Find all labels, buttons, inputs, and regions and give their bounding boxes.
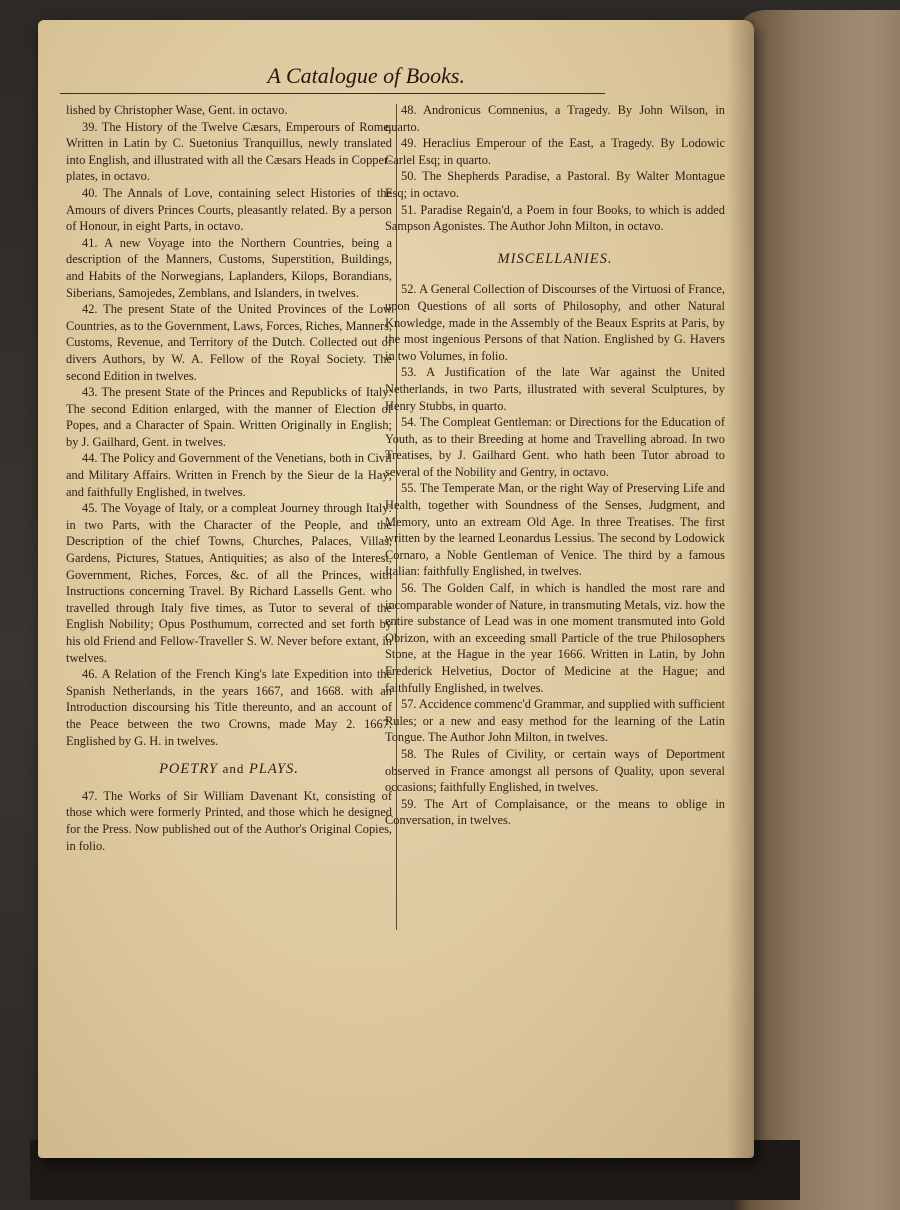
running-head [60,55,605,94]
left-column [66,102,392,854]
section-heading-word: POETRY [159,761,218,778]
catalogue-entry: 53. A Justification of the late War against the United Netherlands, in two Parts, illustrated with several Sculptures, by Henry Stubbs, in quarto. [385,365,725,413]
catalogue-entry: 48. Andronicus Comnenius, a Tragedy. By John Wilson, in quarto. [385,103,725,134]
catalogue-entry: 57. Accidence commenc'd Grammar, and supplied with sufficient Rules; or a new and easy method for the learning of the Latin Tongue. The Author John Milton, in twelves. [385,697,725,745]
section-heading-word: PLAYS. [249,761,299,778]
catalogue-entry: 42. The present State of the United Provinces of the Low Countries, as to the Government, Laws, Forces, Riches, Manners, Customs, Revenue, and Territory of the Dutch. Collected out of divers Authors, by W. A. Fellow of the Royal Society. The second Edition in twelves. [66,302,392,383]
catalogue-entry: 39. The History of the Twelve Cæsars, Emperours of Rome. Written in Latin by C. Suetonius Tranquillus, newly translated into English, and illustrated with all the Cæsars Heads in Copper-plates, in octavo. [66,119,392,184]
catalogue-entry: 47. The Works of Sir William Davenant Kt, consisting of those which were formerly Printed, and those which he designed for the Press. Now published out of the Author's Original Copies, in folio. [66,788,392,853]
catalogue-entry: 59. The Art of Complaisance, or the means to oblige in Conversation, in twelves. [385,796,725,828]
catalogue-entry: 40. The Annals of Love, containing select Histories of the Amours of divers Princes Courts, pleasantly related. By a person of Honour, in eight Parts, in octavo. [66,185,392,234]
catalogue-entry: 52. A General Collection of Discourses of the Virtuosi of France, upon Questions of all sorts of Philosophy, and other Natural Knowledge, made in the Assembly of the Beaux Esprits at Paris, by the most ingenious Persons of that Nation. Englished by G. Havers in two Volumes, in folio. [385,282,725,363]
section-heading-poetry [66,761,392,778]
catalogue-entry: 58. The Rules of Civility, or certain ways of Deportment observed in France amongst all persons of Quality, upon several occasions; faithfully Englished, in twelves. [385,746,725,795]
catalogue-entry: 50. The Shepherds Paradise, a Pastoral. By Walter Montague Esq; in octavo. [385,169,725,200]
facing-page-edge [735,10,900,1210]
catalogue-entry: 41. A new Voyage into the Northern Countries, being a description of the Manners, Customs, Superstition, Buildings, and Habits of the Norwegians, Laplanders, Kilops, Borandians, Siberians, Samojedes, Zemblans, and Islanders, in twelves. [66,235,392,300]
catalogue-entry: 51. Paradise Regain'd, a Poem in four Books, to which is added Sampson Agonistes. The Author John Milton, in octavo. [385,202,725,234]
catalogue-entry: 49. Heraclius Emperour of the East, a Tragedy. By Lodowic Carlel Esq; in quarto. [385,136,725,167]
catalogue-entry: 55. The Temperate Man, or the right Way of Preserving Life and Health, together with Soundness of the Senses, Judgment, and Memory, unto an extream Old Age. In three Treatises. The first written by the learned Leonardus Lessius. The second by Lodowick Cornaro, a Noble Gentleman of Venice. The third by a famous Italian: faithfully Englished, in twelves. [385,481,725,579]
catalogue-entry: 54. The Compleat Gentleman: or Directions for the Education of Youth, as to their Breeding at home and Travelling abroad. In two Treatises, by J. Gailhard Gent. who hath been Tutor abroad to several of the Nobility and Gentry, in octavo. [385,415,725,479]
section-heading-word: and [222,761,245,777]
catalogue-entry: 44. The Policy and Government of the Venetians, both in Civil and Military Affairs. Written in French by the Sieur de la Hay; and faithfully Englished, in twelves. [66,451,392,499]
right-column [385,102,725,829]
section-heading-miscellanies: MISCELLANIES. [497,250,613,267]
catalogue-entry: 46. A Relation of the French King's late Expedition into the Spanish Netherlands, in the years 1667, and 1668. with an Introduction discoursing his Title thereunto, and an account of the Peace between the two Crowns, made May 2. 1667. Englished by G. H. in twelves. [66,667,392,748]
catalogue-entry: 56. The Golden Calf, in which is handled the most rare and incomparable wonder of Nature, in transmuting Metals, viz. how the entire substance of Lead was in one moment transmuted into Gold Obrizon, with an exceeding small Particle of the true Philosophers Stone, at the Hague in the year 1666. Written in Latin, by John Frederick Helvetius, Doctor of Medicine at the Hague; and faithfully Englished, in twelves. [385,581,725,695]
catalogue-entry: 43. The present State of the Princes and Republicks of Italy: The second Edition enlarged, with the manner of Election of Popes, and a Character of Spain. Written Originally in English; by J. Gailhard, Gent. in twelves. [66,385,392,449]
running-head-title: A Catalogue of Books. [267,63,465,88]
catalogue-entry: 45. The Voyage of Italy, or a compleat Journey through Italy: in two Parts, with the Character of the People, and the Description of the chief Towns, Churches, Palaces, Villas, Gardens, Pictures, Statues, Antiquities; as also of the Interest, Government, Riches, Forces, &c. of all the Princes, with Instructions concerning Travel. By Richard Lassells Gent. who travelled through Italy five times, as Tutor to several of the English Nobility; Opus Posthumum, corrected and set forth by his old Friend and Fellow-Traveller S. W. Never before extant, in twelves. [66,501,392,665]
catalogue-entry: lished by Christopher Wase, Gent. in octavo. [66,103,288,117]
